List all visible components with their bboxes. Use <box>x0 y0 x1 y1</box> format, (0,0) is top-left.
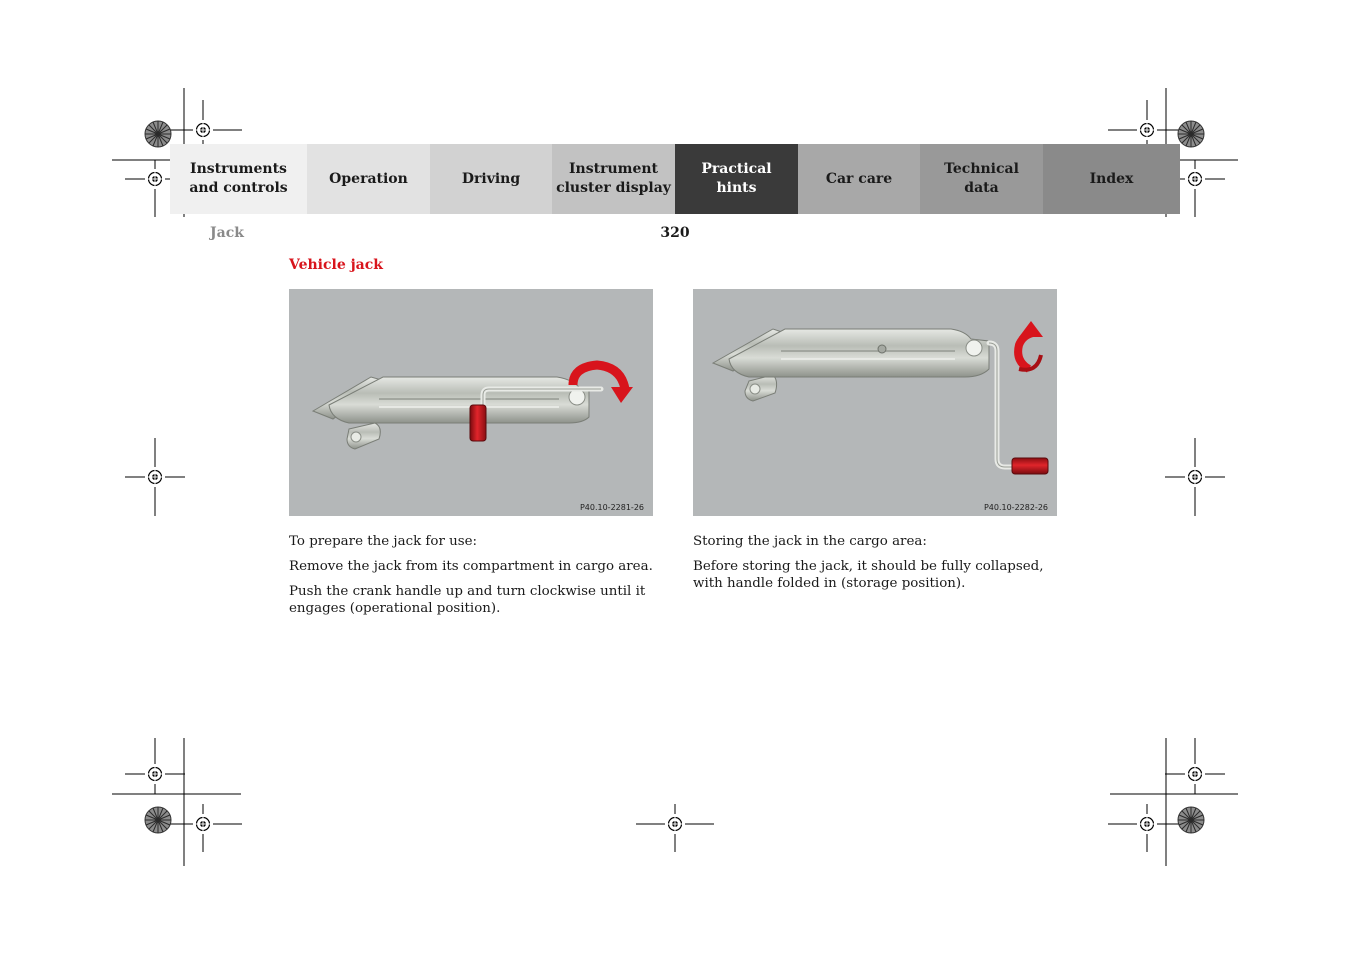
tab-label: Operation <box>329 170 408 187</box>
jack-operational-illustration <box>289 289 653 516</box>
tab-operation[interactable] <box>307 144 430 214</box>
tab-practical-hints[interactable] <box>675 144 798 214</box>
paragraph: Remove the jack from its compartment in cargo area. <box>289 559 653 574</box>
jack-storage-illustration <box>693 289 1057 516</box>
section-label: Jack <box>210 225 244 241</box>
jack-operational-drawing <box>289 289 653 516</box>
figure-code: P40.10-2281-26 <box>579 503 644 512</box>
page-heading: Vehicle jack <box>289 257 383 273</box>
figure-code: P40.10-2282-26 <box>983 503 1048 512</box>
paragraph: Push the crank handle up and turn clockwise until it engages (operational position). <box>289 584 646 616</box>
chapter-tab-bar <box>170 144 1180 214</box>
tab-label: Instrument cluster display <box>556 161 671 196</box>
jack-storage-drawing <box>693 289 1057 516</box>
tab-label: Practical hints <box>701 161 772 196</box>
tab-label: Index <box>1089 170 1134 187</box>
paragraph: Storing the jack in the cargo area: <box>693 534 927 549</box>
tab-technical-data[interactable] <box>920 144 1043 214</box>
tab-driving[interactable] <box>430 144 552 214</box>
tab-label: Driving <box>461 170 521 187</box>
tab-instruments-and-controls[interactable] <box>170 144 307 214</box>
paragraph: To prepare the jack for use: <box>289 534 478 549</box>
tab-label: Instruments and controls <box>189 161 288 196</box>
tab-instrument-cluster-display[interactable] <box>552 144 675 214</box>
right-column-text <box>693 533 1065 600</box>
left-column-text <box>289 533 661 625</box>
tab-index[interactable] <box>1043 144 1180 214</box>
tab-car-care[interactable] <box>798 144 920 214</box>
tab-label: Technical data <box>944 161 1019 196</box>
paragraph: Before storing the jack, it should be fully collapsed, with handle folded in (storage position). <box>693 559 1044 591</box>
page-number: 320 <box>660 225 690 241</box>
tab-label: Car care <box>825 170 893 187</box>
